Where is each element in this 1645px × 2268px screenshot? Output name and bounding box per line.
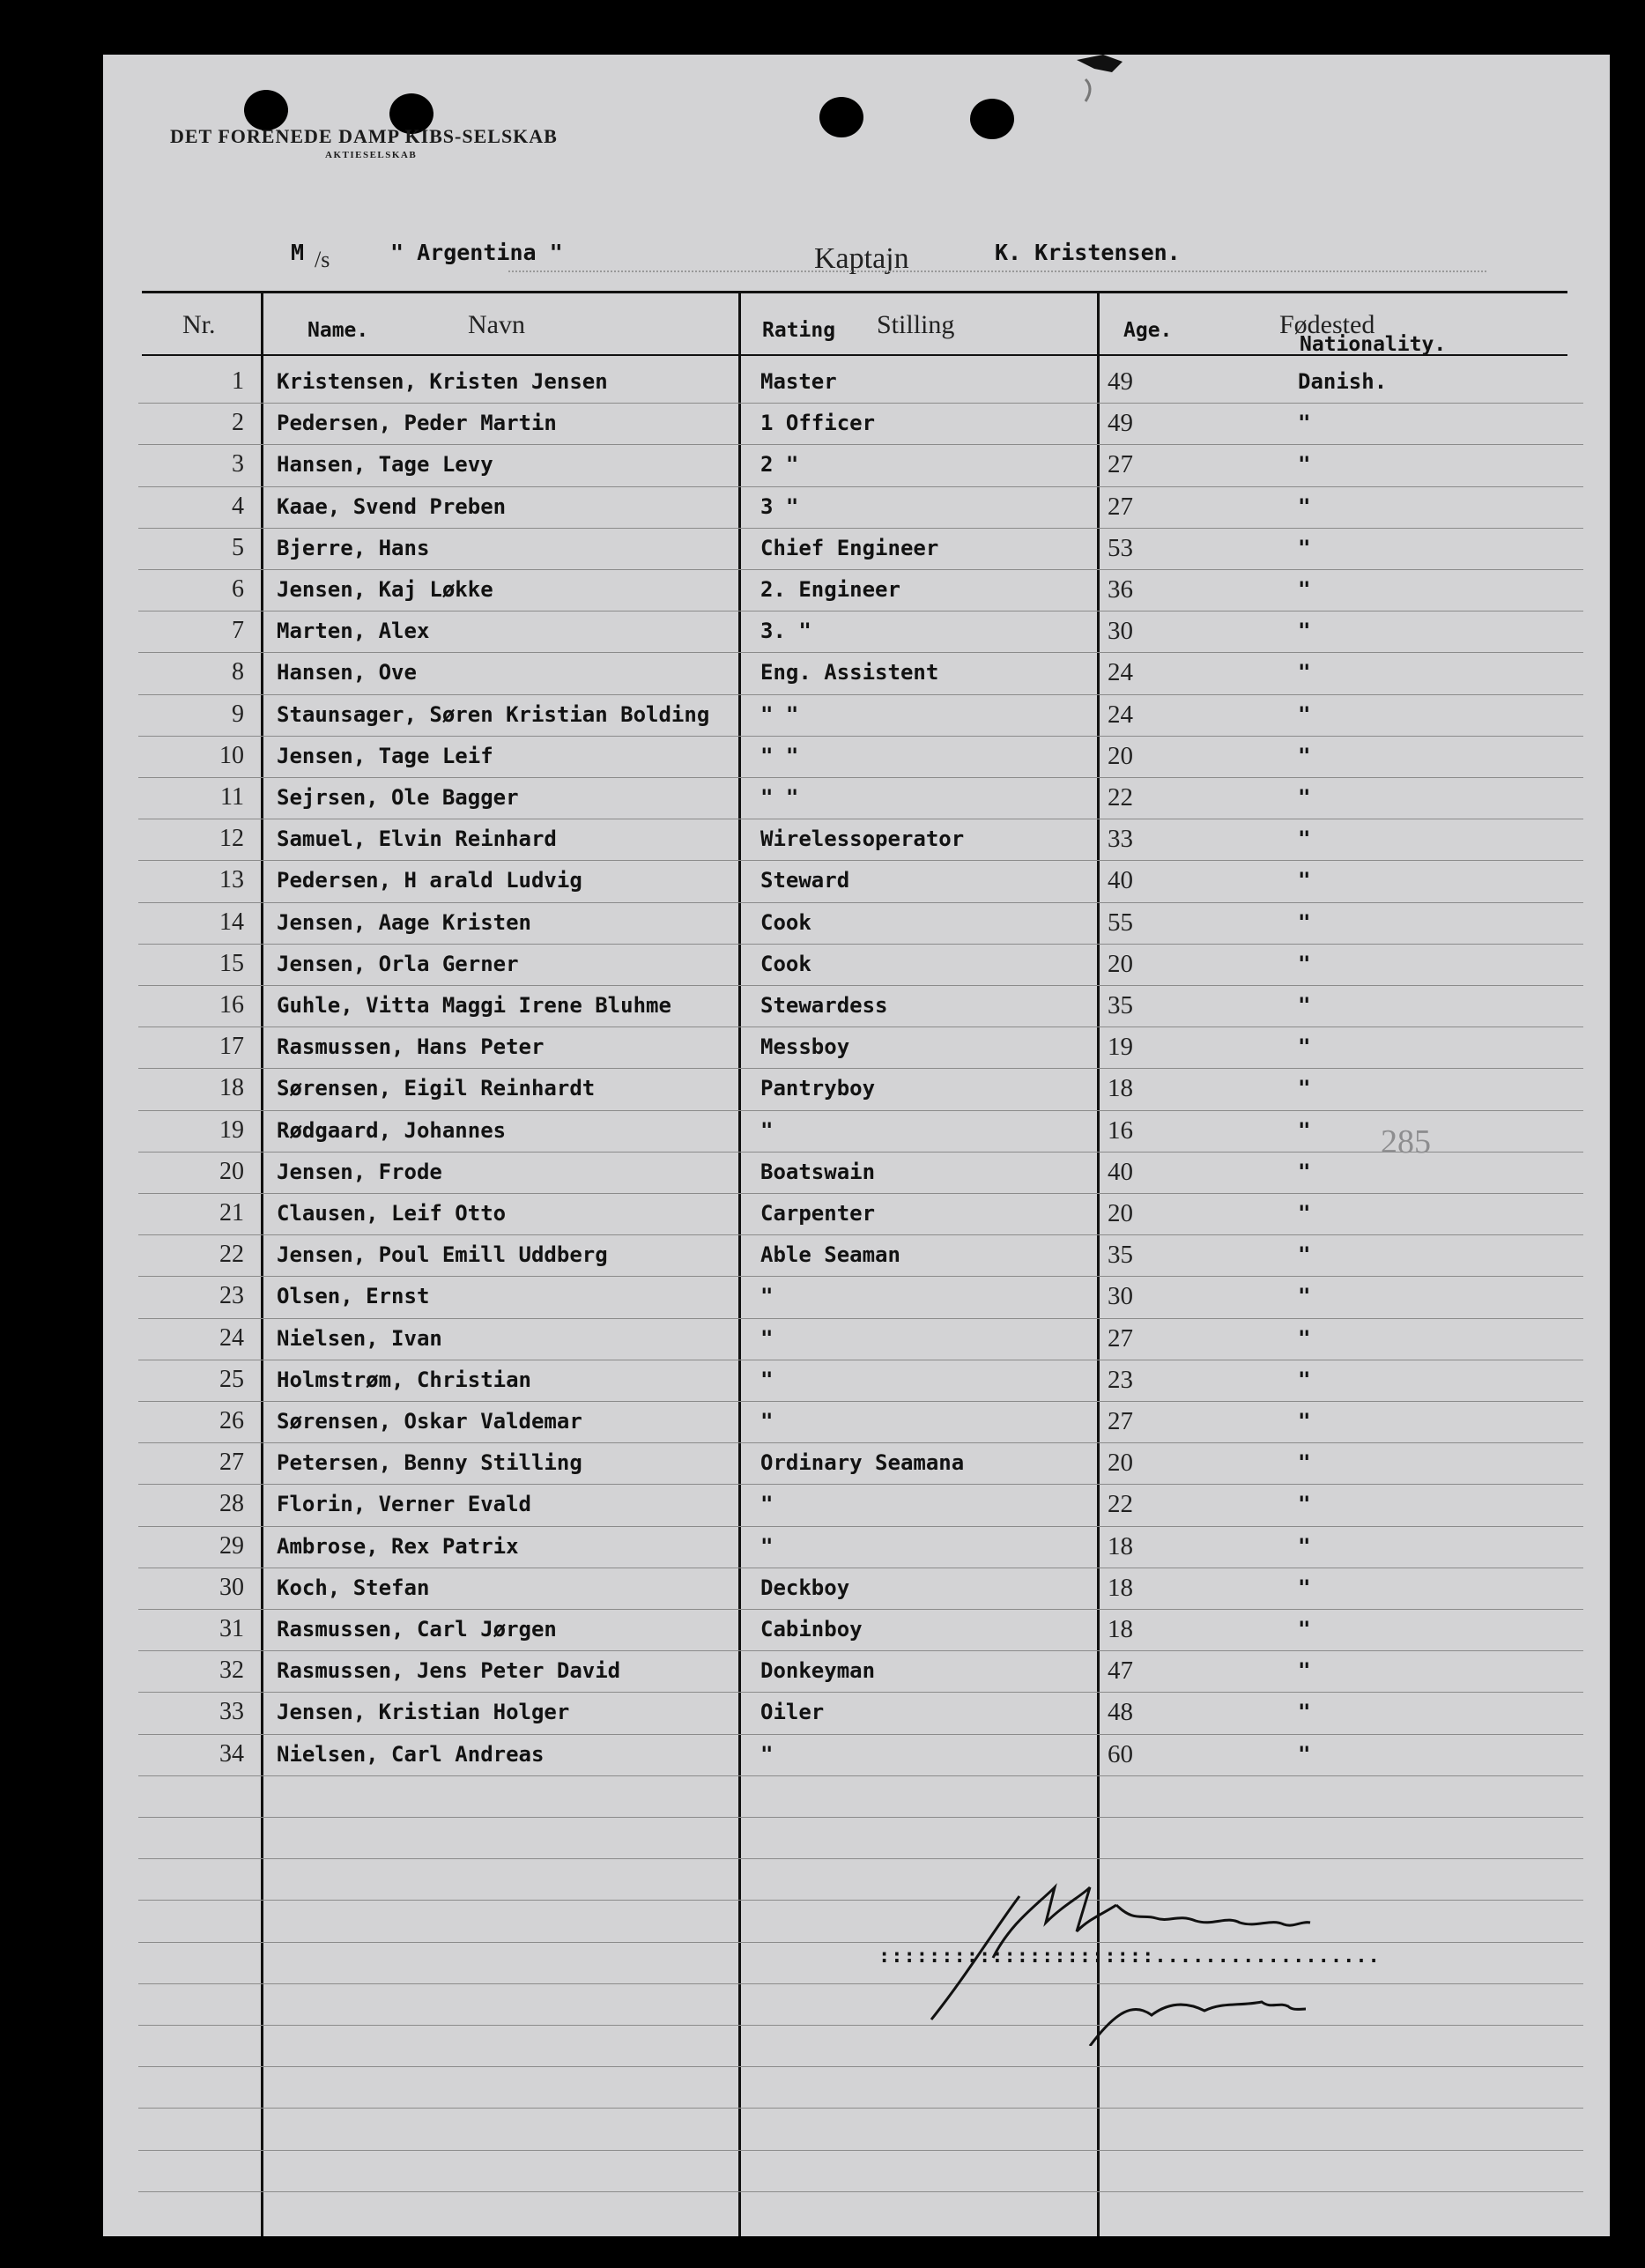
crew-age: 30 xyxy=(1108,1282,1133,1311)
crew-nationality: " xyxy=(1298,1242,1311,1268)
crew-nationality: " xyxy=(1298,660,1311,686)
crew-nationality: " xyxy=(1298,452,1311,478)
crew-rating: Carpenter xyxy=(760,1201,876,1226)
crew-age: 49 xyxy=(1108,367,1133,396)
company-name: DET FORENEDE DAMP KIBS-SELSKAB xyxy=(170,125,558,147)
crew-name: Rasmussen, Hans Peter xyxy=(277,1034,545,1060)
crew-nr: 30 xyxy=(219,1573,244,1601)
crew-age: 49 xyxy=(1108,409,1133,438)
crew-age: 47 xyxy=(1108,1657,1133,1686)
crew-nationality: " xyxy=(1298,1741,1311,1767)
punch-hole xyxy=(970,99,1014,139)
crew-nr: 31 xyxy=(219,1615,244,1642)
row-rule xyxy=(138,944,1583,945)
row-rule xyxy=(138,694,1583,695)
crew-name: Sejrsen, Ole Bagger xyxy=(277,785,519,810)
crew-nr: 9 xyxy=(232,700,244,728)
crew-nationality: " xyxy=(1298,909,1311,935)
crew-rating: 3 " xyxy=(760,493,799,519)
crew-name: Rasmussen, Jens Peter David xyxy=(277,1658,621,1684)
crew-nr: 3 xyxy=(232,450,244,478)
row-rule xyxy=(138,2108,1583,2109)
crew-age: 40 xyxy=(1108,1157,1133,1186)
crew-rating: 2 " xyxy=(760,452,799,478)
row-rule xyxy=(138,1650,1583,1651)
crew-rating: " xyxy=(760,1409,774,1434)
crew-name: Jensen, Kaj Løkke xyxy=(277,577,493,602)
crew-age: 18 xyxy=(1108,1573,1133,1602)
row-rule xyxy=(138,1442,1583,1443)
captain-name: K. Kristensen. xyxy=(995,240,1181,265)
crew-age: 20 xyxy=(1108,741,1133,770)
crew-rating: " xyxy=(760,1284,774,1309)
crew-age: 27 xyxy=(1108,1323,1133,1353)
crew-nr: 8 xyxy=(232,658,244,686)
crew-age: 35 xyxy=(1108,1241,1133,1270)
crew-rating: Able Seaman xyxy=(760,1242,900,1268)
crew-rating: Cabinboy xyxy=(760,1617,863,1642)
header-name-en: Name. xyxy=(308,319,369,342)
crew-rating: Master xyxy=(760,369,837,394)
crew-age: 30 xyxy=(1108,617,1133,646)
crew-nr: 26 xyxy=(219,1407,244,1434)
column-divider xyxy=(261,293,263,2236)
header-age: Age. xyxy=(1123,319,1173,342)
crew-nr: 34 xyxy=(219,1739,244,1768)
crew-age: 48 xyxy=(1108,1698,1133,1727)
crew-name: Pedersen, Peder Martin xyxy=(277,411,557,436)
header-rating-en: Rating xyxy=(762,319,836,342)
crew-age: 53 xyxy=(1108,533,1133,562)
row-rule xyxy=(138,902,1583,903)
crew-age: 18 xyxy=(1108,1615,1133,1643)
crew-age: 27 xyxy=(1108,492,1133,521)
crew-nationality: " xyxy=(1298,951,1311,976)
crew-rating: 3. " xyxy=(760,619,811,644)
row-rule xyxy=(138,1609,1583,1610)
crew-nationality: " xyxy=(1298,535,1311,560)
crew-nr: 32 xyxy=(219,1657,244,1685)
crew-age: 36 xyxy=(1108,575,1133,604)
crew-nr: 21 xyxy=(219,1199,244,1227)
row-rule xyxy=(138,486,1583,487)
crew-rating: Boatswain xyxy=(760,1159,876,1184)
crew-nr: 5 xyxy=(232,533,244,561)
crew-age: 40 xyxy=(1108,866,1133,895)
crew-rating: Messboy xyxy=(760,1034,850,1060)
row-rule xyxy=(138,652,1583,653)
crew-nr: 6 xyxy=(232,575,244,603)
row-rule xyxy=(138,403,1583,404)
crew-nr: 19 xyxy=(219,1115,244,1144)
crew-name: Bjerre, Hans xyxy=(277,535,430,560)
crew-name: Nielsen, Ivan xyxy=(277,1325,442,1351)
crew-nr: 29 xyxy=(219,1531,244,1560)
crew-name: Sørensen, Eigil Reinhardt xyxy=(277,1076,596,1101)
crew-rating: Steward xyxy=(760,868,850,893)
crew-age: 60 xyxy=(1108,1739,1133,1768)
crew-nr: 14 xyxy=(219,908,244,936)
crew-name: Staunsager, Søren Kristian Bolding xyxy=(277,701,710,727)
crew-name: Rødgaard, Johannes xyxy=(277,1117,507,1143)
row-rule xyxy=(138,1068,1583,1069)
crew-rating: Wirelessoperator xyxy=(760,826,965,852)
crew-nationality: " xyxy=(1298,868,1311,893)
vessel-prefix: M xyxy=(291,240,305,265)
crew-nr: 10 xyxy=(219,741,244,769)
crew-name: Kaae, Svend Preben xyxy=(277,493,507,519)
crew-name: Hansen, Ove xyxy=(277,660,417,686)
crew-nationality: " xyxy=(1298,1325,1311,1351)
crew-name: Clausen, Leif Otto xyxy=(277,1201,507,1226)
crew-age: 24 xyxy=(1108,658,1133,687)
crew-name: Ambrose, Rex Patrix xyxy=(277,1533,519,1559)
crew-rating: " xyxy=(760,1367,774,1392)
signature-block xyxy=(878,1870,1381,2050)
crew-rating: " xyxy=(760,1492,774,1517)
row-rule xyxy=(138,736,1583,737)
crew-age: 18 xyxy=(1108,1531,1133,1560)
stamp-number: 285 xyxy=(1381,1123,1431,1160)
crew-nationality: " xyxy=(1298,993,1311,1018)
signature-dotted-line: ::::::::::::::::::::::.................. xyxy=(878,1946,1381,1968)
row-rule xyxy=(138,2150,1583,2151)
crew-nationality: " xyxy=(1298,1658,1311,1684)
crew-nr: 25 xyxy=(219,1365,244,1393)
dotted-rule xyxy=(508,271,1486,272)
header-name-dk: Navn xyxy=(468,310,525,339)
crew-nr: 28 xyxy=(219,1490,244,1518)
crew-nationality: " xyxy=(1298,785,1311,810)
crew-nr: 12 xyxy=(219,825,244,853)
crew-rating: " xyxy=(760,1741,774,1767)
crew-name: Hansen, Tage Levy xyxy=(277,452,493,478)
crew-name: Jensen, Poul Emill Uddberg xyxy=(277,1242,608,1268)
crew-nationality: " xyxy=(1298,1117,1311,1143)
crew-nationality: " xyxy=(1298,1575,1311,1600)
row-rule xyxy=(138,1734,1583,1735)
crew-rating: Eng. Assistent xyxy=(760,660,939,686)
crew-nr: 23 xyxy=(219,1282,244,1310)
crew-age: 22 xyxy=(1108,1490,1133,1519)
crew-name: Pedersen, H arald Ludvig xyxy=(277,868,582,893)
crew-age: 20 xyxy=(1108,949,1133,978)
row-rule xyxy=(138,1775,1583,1776)
crew-nationality: " xyxy=(1298,619,1311,644)
row-rule xyxy=(138,1692,1583,1693)
crew-nationality: " xyxy=(1298,1076,1311,1101)
crew-age: 16 xyxy=(1108,1115,1133,1145)
crew-rating: " " xyxy=(760,743,799,768)
row-rule xyxy=(138,1817,1583,1818)
header-nr: Nr. xyxy=(182,310,216,339)
crew-rating: " xyxy=(760,1533,774,1559)
row-rule xyxy=(138,1401,1583,1402)
crew-nationality: " xyxy=(1298,1284,1311,1309)
punch-hole xyxy=(819,97,863,137)
row-rule xyxy=(138,444,1583,445)
crew-nationality: " xyxy=(1298,701,1311,727)
crew-nationality: " xyxy=(1298,1367,1311,1392)
crew-age: 55 xyxy=(1108,908,1133,937)
header-rating-dk: Stilling xyxy=(877,310,955,339)
crew-nationality: Danish. xyxy=(1298,369,1388,394)
crew-rating: Deckboy xyxy=(760,1575,850,1600)
crew-age: 22 xyxy=(1108,783,1133,812)
crew-name: Koch, Stefan xyxy=(277,1575,430,1600)
crew-nr: 1 xyxy=(232,367,244,395)
crew-nr: 20 xyxy=(219,1157,244,1185)
crew-name: Florin, Verner Evald xyxy=(277,1492,531,1517)
captain-label: Kaptajn xyxy=(814,242,909,275)
crew-name: Jensen, Orla Gerner xyxy=(277,951,519,976)
crew-nationality: " xyxy=(1298,493,1311,519)
crew-nr: 33 xyxy=(219,1698,244,1726)
row-rule xyxy=(138,1193,1583,1194)
crew-nr: 11 xyxy=(220,783,244,811)
crew-nr: 15 xyxy=(219,949,244,977)
crew-name: Marten, Alex xyxy=(277,619,430,644)
crew-rating: Chief Engineer xyxy=(760,535,939,560)
crew-rating: Cook xyxy=(760,951,811,976)
crew-name: Sørensen, Oskar Valdemar xyxy=(277,1409,582,1434)
crew-nationality: " xyxy=(1298,1617,1311,1642)
crew-name: Jensen, Kristian Holger xyxy=(277,1700,570,1725)
crew-age: 27 xyxy=(1108,450,1133,479)
crew-name: Jensen, Aage Kristen xyxy=(277,909,531,935)
crew-nr: 17 xyxy=(219,1033,244,1061)
row-rule xyxy=(138,777,1583,778)
crew-nationality: " xyxy=(1298,1159,1311,1184)
row-rule xyxy=(138,1152,1583,1153)
crew-age: 23 xyxy=(1108,1365,1133,1394)
crew-nr: 7 xyxy=(232,617,244,645)
row-rule xyxy=(138,2066,1583,2067)
crew-rating: " " xyxy=(760,785,799,810)
ink-mark xyxy=(1068,55,1147,115)
crew-nr: 18 xyxy=(219,1074,244,1102)
crew-nr: 27 xyxy=(219,1449,244,1477)
row-rule xyxy=(138,1858,1583,1859)
crew-nr: 4 xyxy=(232,492,244,520)
header-nationality: Nationality. xyxy=(1300,333,1447,356)
crew-name: Holmstrøm, Christian xyxy=(277,1367,531,1392)
crew-rating: 2. Engineer xyxy=(760,577,900,602)
crew-age: 18 xyxy=(1108,1074,1133,1103)
row-rule xyxy=(138,569,1583,570)
crew-rating: " xyxy=(760,1325,774,1351)
crew-nationality: " xyxy=(1298,577,1311,602)
crew-age: 35 xyxy=(1108,991,1133,1019)
row-rule xyxy=(138,528,1583,529)
company-subtitle: AKTIESELSKAB xyxy=(325,150,418,160)
row-rule xyxy=(138,860,1583,861)
crew-name: Rasmussen, Carl Jørgen xyxy=(277,1617,557,1642)
crew-rating: " " xyxy=(760,701,799,727)
crew-nr: 24 xyxy=(219,1323,244,1352)
crew-name: Jensen, Frode xyxy=(277,1159,442,1184)
crew-nationality: " xyxy=(1298,1201,1311,1226)
crew-age: 19 xyxy=(1108,1033,1133,1062)
crew-rating: Oiler xyxy=(760,1700,825,1725)
crew-nationality: " xyxy=(1298,1409,1311,1434)
crew-name: Nielsen, Carl Andreas xyxy=(277,1741,545,1767)
crew-nationality: " xyxy=(1298,743,1311,768)
crew-nationality: " xyxy=(1298,1450,1311,1476)
crew-age: 20 xyxy=(1108,1199,1133,1227)
crew-age: 24 xyxy=(1108,700,1133,729)
crew-rating: Pantryboy xyxy=(760,1076,876,1101)
crew-rating: Donkeyman xyxy=(760,1658,876,1684)
row-rule xyxy=(138,1484,1583,1485)
row-rule xyxy=(138,985,1583,986)
crew-nationality: " xyxy=(1298,1034,1311,1060)
crew-name: Jensen, Tage Leif xyxy=(277,743,493,768)
crew-rating: Ordinary Seamana xyxy=(760,1450,965,1476)
crew-name: Guhle, Vitta Maggi Irene Bluhme xyxy=(277,993,671,1018)
crew-nationality: " xyxy=(1298,1700,1311,1725)
crew-age: 27 xyxy=(1108,1407,1133,1435)
header-birthplace: Fødested xyxy=(1279,310,1375,339)
crew-name: Samuel, Elvin Reinhard xyxy=(277,826,557,852)
crew-nationality: " xyxy=(1298,1492,1311,1517)
crew-age: 33 xyxy=(1108,825,1133,854)
table-top-rule xyxy=(142,291,1567,293)
crew-nr: 2 xyxy=(232,409,244,437)
row-rule xyxy=(138,1234,1583,1235)
row-rule xyxy=(138,2191,1583,2192)
crew-nationality: " xyxy=(1298,411,1311,436)
vessel-name: " Argentina " xyxy=(390,240,563,265)
crew-list-sheet xyxy=(103,55,1610,2236)
crew-nationality: " xyxy=(1298,826,1311,852)
row-rule xyxy=(138,1526,1583,1527)
crew-age: 20 xyxy=(1108,1449,1133,1478)
row-rule xyxy=(138,1110,1583,1111)
row-rule xyxy=(138,1276,1583,1277)
crew-nationality: " xyxy=(1298,1533,1311,1559)
crew-rating: " xyxy=(760,1117,774,1143)
crew-nr: 22 xyxy=(219,1241,244,1269)
crew-nr: 16 xyxy=(219,991,244,1019)
crew-name: Petersen, Benny Stilling xyxy=(277,1450,582,1476)
vessel-suffix: /s xyxy=(315,247,330,272)
crew-rating: 1 Officer xyxy=(760,411,876,436)
crew-rating: Stewardess xyxy=(760,993,888,1018)
crew-nr: 13 xyxy=(219,866,244,894)
crew-name: Olsen, Ernst xyxy=(277,1284,430,1309)
crew-name: Kristensen, Kristen Jensen xyxy=(277,369,608,394)
row-rule xyxy=(138,1318,1583,1319)
crew-rating: Cook xyxy=(760,909,811,935)
